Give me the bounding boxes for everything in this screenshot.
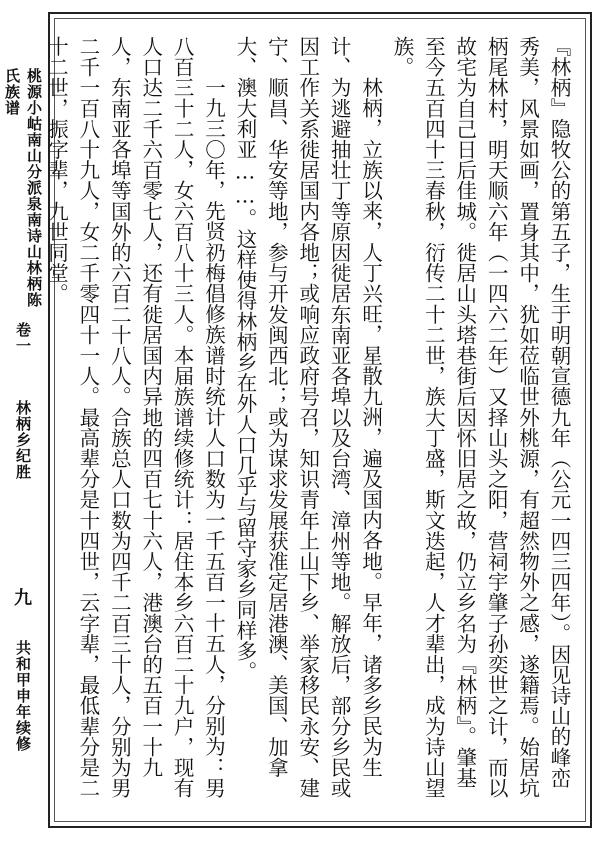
paragraph: 一九三〇年，先贤礽梅倡修族谱时统计人口数为一千五百一十五人，分别为：男八百三十二人，女六百八十三人。本届族谱续修统计：居住本乡六百二十九户，现有人口达二千六百零七人，还有徙居国内异地的四百七十六人，港澳台的五百一十九人，东南亚各埠等国外的六百二十八人。合族总人口数为四千二百三十人，分别为男二千一百八十九人，女二千零四十一人。最高辈分是十四世，云字辈，最低辈分是二十二世，振字辈，九世同堂。 — [44, 36, 226, 799]
volume-label: 卷一 — [14, 322, 32, 354]
margin-column — [3, 68, 43, 758]
book-title: 桃源小岵南山分派泉南诗山林柄陈氏族谱 — [3, 68, 43, 308]
page-number: 九 — [14, 587, 32, 609]
edition-note: 共和甲申年续修 — [14, 639, 32, 752]
body-text — [44, 36, 574, 806]
section-title: 林柄乡纪胜 — [14, 399, 32, 480]
paragraph: 『林柄』隐牧公的第五子，生于明朝宣德九年（公元一四三四年）。因见诗山的峰峦秀美，风景如画，置身其中，犹如莅临世外桃源，有超然物外之感，遂籍焉。始居坑柄尾林村，明天顺六年（一四六二年）又择山头之阳，营祠宇肇子孙奕世之计，而以故宅为自己日后佳城。徙居山头塔巷街后因怀旧居之故，仍立乡名为『林柄』。肇基至今五百四十三春秋，衍传二十二世，族大丁盛，斯文迭起，人才辈出，成为诗山望族。 — [389, 36, 571, 799]
paragraph: 林柄，立族以来，人丁兴旺，星散九洲，遍及国内各地。早年，诸多乡民为生计、为逃避抽壮丁等原因徙居东南亚各埠以及台湾、漳州等地。解放后，部分乡民或因工作关系徙居国内各地；或响应政府号召，知识青年上山下乡、举家移民永安、建宁、顺昌、华安等地，参与开发闽西北；或为谋求发展获准定居港澳、美国、加拿大、澳大利亚……。这样使得林柄乡在外人口几乎与留守家乡同样多。 — [232, 36, 383, 799]
page-frame — [44, 12, 592, 828]
